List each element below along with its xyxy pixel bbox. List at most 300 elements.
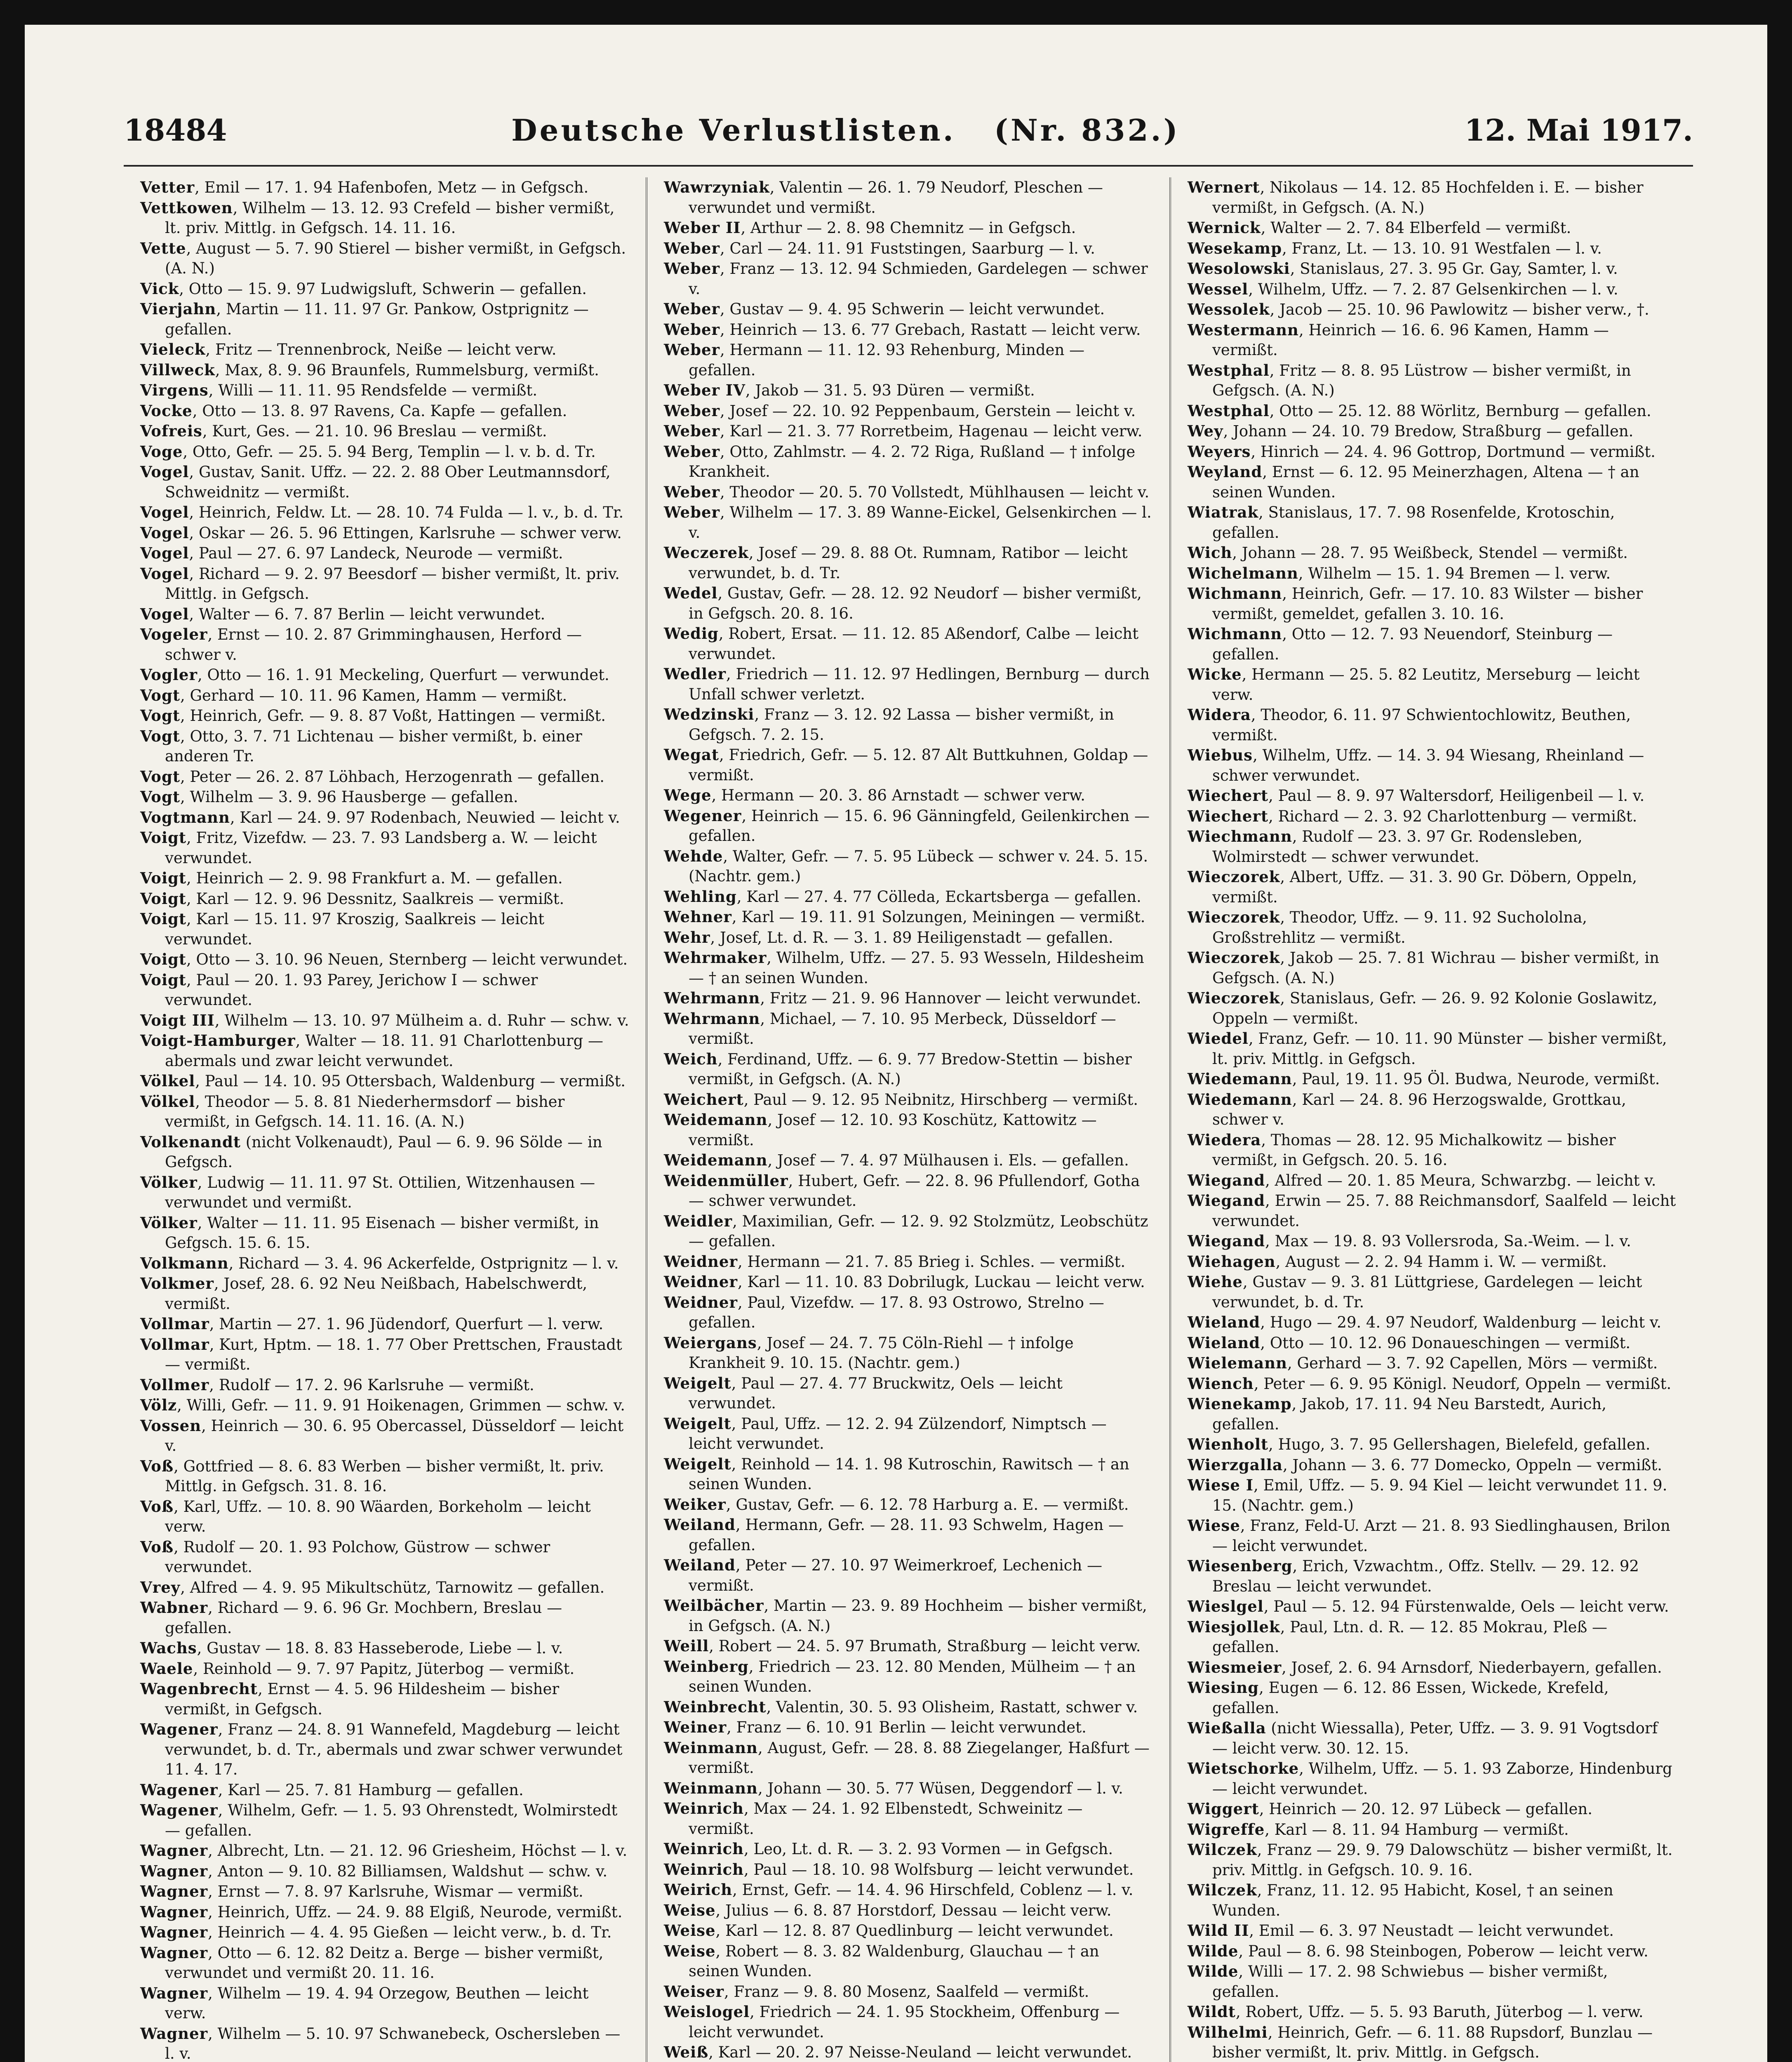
entry-text: , Walter — 2. 7. 84 Elberfeld — vermißt. <box>1261 219 1571 237</box>
entry-text: , Josef, 28. 6. 92 Neu Neißbach, Habelschwerdt, vermißt. <box>165 1275 588 1313</box>
entry-text: , Theodor, 6. 11. 97 Schwientochlowitz, Beuthen, vermißt. <box>1212 706 1631 744</box>
list-item <box>1188 1272 1677 1312</box>
entry-name: Volkmann <box>140 1254 229 1272</box>
entry-name: Wehner <box>664 908 732 926</box>
entry-name: Wagener <box>140 1720 218 1738</box>
entry-text: , Kurt, Ges. — 21. 10. 96 Breslau — vermißt. <box>202 422 547 440</box>
entry-text: , Walter — 18. 11. 91 Charlottenburg — abermals und zwar leicht verwundet. <box>165 1032 603 1070</box>
entry-name: Weill <box>664 1637 709 1655</box>
entry-text: , Alfred — 4. 9. 95 Mikultschütz, Tarnowitz — gefallen. <box>180 1578 605 1596</box>
list-item <box>664 1555 1153 1596</box>
list-item <box>664 907 1153 927</box>
entry-text: , Hugo — 29. 4. 97 Neudorf, Waldenburg — leicht v. <box>1260 1313 1662 1331</box>
list-item <box>664 1738 1153 1778</box>
entry-name: Vetter <box>140 178 195 196</box>
list-item <box>664 1252 1153 1272</box>
entry-text: , Wilhelm — 3. 9. 96 Hausberge — gefallen. <box>180 788 518 806</box>
entry-text: , Gustav, Gefr. — 6. 12. 78 Harburg a. E. — vermißt. <box>726 1495 1129 1514</box>
newspaper-page <box>25 25 1767 2062</box>
entry-name: Wildt <box>1188 2003 1236 2021</box>
entry-text: , Josef — 22. 10. 92 Peppenbaum, Gerstein — leicht v. <box>720 402 1136 420</box>
entry-name: Vette <box>140 239 186 257</box>
list-item <box>664 745 1153 785</box>
entry-text: , Richard — 9. 6. 96 Gr. Mochbern, Breslau — gefallen. <box>165 1599 562 1637</box>
entry-text: , Paul, Vizefdw. — 17. 8. 93 Ostrowo, Strelno — gefallen. <box>689 1293 1104 1331</box>
entry-text: , Jakob — 25. 7. 81 Wichrau — bisher vermißt, in Gefgsch. (A. N.) <box>1212 949 1659 987</box>
entry-text: , Stanislaus, Gefr. — 26. 9. 92 Kolonie Goslawitz, Oppeln — vermißt. <box>1212 989 1658 1027</box>
list-item <box>140 1253 629 1274</box>
issue-number: (Nr. 832.) <box>994 112 1180 148</box>
list-item <box>1188 786 1677 806</box>
list-item <box>1188 624 1677 664</box>
page-number: 18484 <box>124 112 227 148</box>
entry-name: Voigt <box>140 970 187 989</box>
entry-text: , Peter — 6. 9. 95 Königl. Neudorf, Oppeln — vermißt. <box>1253 1375 1672 1393</box>
entry-text: , Fritz — 21. 9. 96 Hannover — leicht verwundet. <box>760 989 1141 1007</box>
entry-text: , Otto — 6. 12. 82 Deitz a. Berge — bisher vermißt, verwundet und vermißt 20. 11. 16. <box>165 1944 604 1982</box>
entry-name: Wiesenberg <box>1188 1557 1293 1575</box>
list-item <box>140 889 629 909</box>
entry-name: Weidner <box>664 1273 738 1291</box>
entry-text: , Anton — 9. 10. 82 Billiamsen, Waldshut — schw. v. <box>208 1862 608 1880</box>
list-item <box>664 1636 1153 1657</box>
entry-text: , Wilhelm, Uffz. — 5. 1. 93 Zaborze, Hindenburg — leicht verwundet. <box>1212 1760 1672 1798</box>
entry-text: , Richard — 2. 3. 92 Charlottenburg — vermißt. <box>1268 807 1637 825</box>
list-item <box>140 1983 629 2024</box>
entry-text: , Hubert, Gefr. — 22. 8. 96 Pfullendorf, Gotha — schwer verwundet. <box>689 1172 1140 1210</box>
list-item <box>140 1213 629 1253</box>
entry-text: , Ernst, Gefr. — 14. 4. 96 Hirschfeld, Coblenz — l. v. <box>732 1881 1134 1899</box>
entry-name: Wilczek <box>1188 1841 1257 1859</box>
entry-name: Völkel <box>140 1092 195 1111</box>
entry-text: , Ernst — 6. 12. 95 Meinerzhagen, Altena — † an seinen Wunden. <box>1212 463 1639 501</box>
entry-text: , Theodor — 5. 8. 81 Niederhermsdorf — bisher vermißt, in Gefgsch. 14. 11. 16. (A. N.) <box>165 1092 565 1130</box>
entry-text: , Paul, Ltn. d. R. — 12. 85 Mokrau, Pleß — gefallen. <box>1212 1618 1608 1656</box>
entry-text: , Heinrich, Uffz. — 24. 9. 88 Elgiß, Neurode, vermißt. <box>208 1903 623 1921</box>
entry-text: , Leo, Lt. d. R. — 3. 2. 93 Vormen — in Gefgsch. <box>744 1840 1113 1858</box>
entry-name: Westermann <box>1188 320 1299 339</box>
entry-text: , Friedrich — 24. 1. 95 Stockheim, Offenburg — leicht verwundet. <box>689 2003 1120 2041</box>
list-item <box>140 1314 629 1335</box>
list-item <box>664 704 1153 745</box>
entry-name: Villweck <box>140 360 215 379</box>
list-item <box>1188 988 1677 1029</box>
entry-name: Wild II <box>1188 1921 1249 1940</box>
entry-name: Voß <box>140 1457 174 1475</box>
entry-text: , Maximilian, Gefr. — 12. 9. 92 Stolzmütz, Leobschütz — gefallen. <box>689 1212 1148 1250</box>
list-item <box>1188 401 1677 421</box>
list-item <box>1188 320 1677 360</box>
list-item <box>664 1090 1153 1110</box>
list-item <box>1188 1596 1677 1617</box>
entry-name: Weber <box>664 483 720 501</box>
entry-text: , Paul — 14. 10. 95 Ottersbach, Waldenburg — vermißt. <box>195 1072 626 1090</box>
entry-name: Volkenandt <box>140 1132 241 1151</box>
list-item <box>664 1373 1153 1414</box>
entry-name: Wedler <box>664 665 727 683</box>
list-item <box>140 1800 629 1841</box>
entry-text: , Wilhelm — 13. 12. 93 Crefeld — bisher vermißt, lt. priv. Mittlg. in Gefgsch. 14. 11. 16. <box>165 199 615 237</box>
entry-text: , Wilhelm — 19. 4. 94 Orzegow, Beuthen — leicht verw. <box>165 1984 589 2022</box>
entry-text: , Karl — 20. 2. 97 Neisse-Neuland — leicht verwundet. <box>708 2043 1132 2061</box>
entry-text: , Gustav, Sanit. Uffz. — 22. 2. 88 Ober Leutmannsdorf, Schweidnitz — vermißt. <box>165 463 611 501</box>
list-item <box>1188 218 1677 238</box>
entry-text: , Heinrich, Feldw. Lt. — 28. 10. 74 Fulda — l. v., b. d. Tr. <box>189 504 624 521</box>
entry-name: Wabner <box>140 1598 208 1617</box>
list-item <box>664 1697 1153 1718</box>
list-item <box>1188 299 1677 320</box>
list-item <box>140 949 629 970</box>
entry-text: , Jakob, 17. 11. 94 Neu Barstedt, Aurich, gefallen. <box>1212 1395 1606 1433</box>
entry-name: Wicke <box>1188 665 1242 683</box>
list-item <box>664 177 1153 218</box>
entry-name: Wieland <box>1188 1313 1261 1331</box>
entry-text: , Karl — 12. 8. 87 Quedlinburg — leicht verwundet. <box>715 1922 1114 1940</box>
list-item <box>140 502 629 523</box>
list-item <box>1188 907 1677 948</box>
entry-text: , Heinrich, Gefr. — 17. 10. 83 Wilster — bisher vermißt, gemeldet, gefallen 3. 10. 16. <box>1212 585 1643 623</box>
entry-name: Waele <box>140 1659 193 1678</box>
entry-name: Weilbächer <box>664 1596 764 1615</box>
entry-text: , Kurt, Hptm. — 18. 1. 77 Ober Prettschen, Fraustadt — vermißt. <box>165 1335 622 1373</box>
entry-text: , Karl — 21. 3. 77 Rorretbeim, Hagenau — leicht verw. <box>720 422 1143 440</box>
entry-text: , Reinhold — 9. 7. 97 Papitz, Jüterbog — vermißt. <box>193 1659 575 1678</box>
list-item <box>140 564 629 604</box>
entry-name: Vick <box>140 279 179 298</box>
list-item <box>664 927 1153 948</box>
entry-name: Wienholt <box>1188 1435 1269 1453</box>
entry-name: Wiesing <box>1188 1678 1259 1697</box>
entry-text: , Johann — 28. 7. 95 Weißbeck, Stendel — vermißt. <box>1232 544 1628 562</box>
list-item <box>1188 421 1677 442</box>
list-item <box>1188 1657 1677 1678</box>
entry-name: Wagner <box>140 1902 208 1921</box>
list-item <box>1188 2002 1677 2022</box>
entry-name: Weidner <box>664 1293 738 1311</box>
entry-text: , Heinrich — 20. 12. 97 Lübeck — gefallen. <box>1259 1800 1592 1818</box>
column-3 <box>1171 177 1693 2062</box>
entry-name: Wilczek <box>1188 1881 1257 1899</box>
list-item <box>664 218 1153 238</box>
entry-text: , Jakob — 31. 5. 93 Düren — vermißt. <box>745 381 1035 399</box>
list-item <box>140 238 629 279</box>
list-item <box>140 1577 629 1598</box>
list-item <box>664 948 1153 988</box>
entry-name: Vossen <box>140 1416 202 1435</box>
list-item <box>140 2024 629 2062</box>
entry-name: Weiland <box>664 1556 736 1574</box>
header-rule <box>124 165 1693 167</box>
entry-text: , Karl — 19. 11. 91 Solzungen, Meiningen — vermißt. <box>731 908 1145 926</box>
column-2 <box>647 177 1171 2062</box>
entry-text: , Willi — 17. 2. 98 Schwiebus — bisher vermißt, gefallen. <box>1212 1963 1608 2001</box>
entry-name: Wiedel <box>1188 1029 1249 1047</box>
list-item <box>1188 1353 1677 1374</box>
entry-name: Virgens <box>140 381 209 399</box>
entry-name: Widera <box>1188 706 1251 724</box>
entry-name: Vogt <box>140 788 180 806</box>
list-item <box>140 421 629 442</box>
list-item <box>140 726 629 767</box>
entry-text: , Ludwig — 11. 11. 97 St. Ottilien, Witzenhausen — verwundet und vermißt. <box>165 1173 595 1211</box>
entry-name: Vogtmann <box>140 808 230 826</box>
entry-text: , Ernst — 7. 8. 97 Karlsruhe, Wismar — vermißt. <box>208 1883 583 1900</box>
entry-name: Wagner <box>140 1984 208 2002</box>
entry-text: , Otto — 16. 1. 91 Meckeling, Querfurt — verwundet. <box>197 666 609 684</box>
entry-name: Wiese I <box>1188 1476 1254 1494</box>
list-item <box>1188 563 1677 584</box>
entry-text: (nicht Volkenaudt), Paul — 6. 9. 96 Sölde — in Gefgsch. <box>165 1133 602 1171</box>
entry-text: , Walter — 6. 7. 87 Berlin — leicht verwundet. <box>189 605 546 623</box>
entry-text: , Ernst — 4. 5. 96 Hildesheim — bisher vermißt, in Gefgsch. <box>165 1680 560 1718</box>
list-item <box>140 1273 629 1314</box>
entry-text: , Ernst — 10. 2. 87 Grimminghausen, Herford — schwer v. <box>165 626 582 664</box>
entry-text: , Karl — 25. 7. 81 Hamburg — gefallen. <box>218 1781 524 1799</box>
entry-name: Wiesjollek <box>1188 1617 1280 1636</box>
entry-name: Wegat <box>664 746 720 764</box>
entry-text: , Karl — 27. 4. 77 Cölleda, Eckartsberga — gefallen. <box>736 887 1141 906</box>
entry-text: , Hermann — 20. 3. 86 Arnstadt — schwer verw. <box>711 786 1086 804</box>
list-item <box>140 1395 629 1416</box>
entry-text: , Fritz, Vizefdw. — 23. 7. 93 Landsberg a. W. — leicht verwundet. <box>165 829 597 867</box>
list-item <box>140 299 629 339</box>
entry-text: , Wilhelm, Uffz. — 7. 2. 87 Gelsenkirchen — l. v. <box>1248 280 1618 298</box>
entry-name: Vogt <box>140 686 180 704</box>
entry-name: Weirich <box>664 1881 733 1899</box>
entry-name: Völker <box>140 1173 198 1191</box>
list-item <box>1188 1475 1677 1516</box>
entry-name: Wietschorke <box>1188 1759 1299 1777</box>
entry-text: , Max — 24. 1. 92 Elbenstedt, Schweinitz — vermißt. <box>689 1800 1083 1838</box>
entry-name: Wehde <box>664 847 723 865</box>
entry-name: Vogel <box>140 503 189 521</box>
entry-text: , Paul — 27. 6. 97 Landeck, Neurode — vermißt. <box>189 544 563 562</box>
list-item <box>140 807 629 828</box>
entry-text: , Karl — 12. 9. 96 Dessnitz, Saalkreis — vermißt. <box>186 890 564 908</box>
list-item <box>1188 279 1677 300</box>
list-item <box>1188 259 1677 279</box>
entry-text: , Theodor — 20. 5. 70 Vollstedt, Mühlhausen — leicht v. <box>720 483 1150 501</box>
list-item <box>1188 1312 1677 1333</box>
list-item <box>140 1780 629 1801</box>
list-item <box>1188 1231 1677 1252</box>
entry-name: Wiedemann <box>1188 1070 1292 1088</box>
entry-name: Wagner <box>140 1862 208 1880</box>
list-item <box>664 664 1153 704</box>
list-item <box>1188 1921 1677 1941</box>
entry-name: Wiatrak <box>1188 503 1259 521</box>
entry-text: , Franz — 29. 9. 79 Dalowschütz — bisher vermißt, lt. priv. Mittlg. in Gefgsch. 10. 9. 16. <box>1212 1841 1673 1879</box>
entry-name: Weinrich <box>664 1860 744 1878</box>
entry-name: Wichmann <box>1188 584 1282 603</box>
list-item <box>1188 1090 1677 1130</box>
entry-name: Wieczorek <box>1188 908 1280 926</box>
entry-text: , Hermann — 25. 5. 82 Leutitz, Merseburg — leicht verw. <box>1212 666 1640 704</box>
list-item <box>1188 1069 1677 1090</box>
entry-name: Vogel <box>140 523 189 542</box>
entry-name: Weinmann <box>664 1779 758 1797</box>
entry-name: Weinberg <box>664 1657 749 1676</box>
entry-name: Voigt <box>140 829 187 847</box>
list-item <box>664 806 1153 846</box>
entry-name: Wiese <box>1188 1516 1240 1535</box>
entry-text: , Hermann — 11. 12. 93 Rehenburg, Minden — gefallen. <box>689 341 1085 379</box>
entry-text: , August, Gefr. — 28. 8. 88 Ziegelanger, Haßfurt — vermißt. <box>689 1739 1150 1777</box>
list-item <box>140 279 629 299</box>
entry-text: , Heinrich — 2. 9. 98 Frankfurt a. M. — gefallen. <box>186 869 563 887</box>
entry-name: Wesolowski <box>1188 259 1290 278</box>
list-item <box>1188 1374 1677 1394</box>
page-header <box>124 99 1693 161</box>
list-item <box>140 787 629 807</box>
list-item <box>140 828 629 868</box>
entry-name: Weidemann <box>664 1151 768 1169</box>
entry-text: , Otto, Gefr. — 25. 5. 94 Berg, Templin — l. v. b. d. Tr. <box>183 443 596 461</box>
entry-text: , Rudolf — 20. 1. 93 Polchow, Güstrow — schwer verwundet. <box>165 1538 550 1576</box>
entry-text: , Albrecht, Ltn. — 21. 12. 96 Griesheim, Höchst — l. v. <box>208 1842 628 1860</box>
entry-text: , Franz — 9. 8. 80 Mosenz, Saalfeld — vermißt. <box>724 1982 1089 2001</box>
entry-text: , Carl — 24. 11. 91 Fuststingen, Saarburg — l. v. <box>720 239 1095 257</box>
entry-name: Wielemann <box>1188 1354 1288 1372</box>
list-item <box>1188 664 1677 705</box>
entry-text: , Paul, 19. 11. 95 Öl. Budwa, Neurode, vermißt. <box>1292 1070 1660 1088</box>
entry-name: Wigreffe <box>1188 1820 1265 1838</box>
list-item <box>140 339 629 360</box>
list-item <box>664 1717 1153 1738</box>
list-item <box>1188 1455 1677 1476</box>
list-item <box>140 360 629 381</box>
entry-name: Weiner <box>664 1718 727 1736</box>
entry-text: , Paul, Uffz. — 12. 2. 94 Zülzendorf, Nimptsch — leicht verwundet. <box>689 1415 1107 1452</box>
list-item <box>664 380 1153 401</box>
list-item <box>140 1881 629 1902</box>
entry-text: , Emil, Uffz. — 5. 9. 94 Kiel — leicht verwundet 11. 9. 15. (Nachtr. gem.) <box>1212 1476 1667 1514</box>
entry-text: , Franz, 11. 12. 95 Habicht, Kosel, † an seinen Wunden. <box>1212 1881 1613 1919</box>
entry-text: , Otto — 25. 12. 88 Wörlitz, Bernburg — gefallen. <box>1269 402 1651 420</box>
list-item <box>664 259 1153 299</box>
entry-text: , Hermann, Gefr. — 28. 11. 93 Schwelm, Hagen — gefallen. <box>689 1516 1124 1554</box>
entry-name: Weiland <box>664 1516 736 1534</box>
entry-name: Wiedemann <box>1188 1090 1292 1109</box>
entry-name: Wedel <box>664 584 718 602</box>
entry-text: , Paul — 20. 1. 93 Parey, Jerichow I — schwer verwundet. <box>165 971 538 1009</box>
list-item <box>1188 1678 1677 1718</box>
list-item <box>664 1982 1153 2002</box>
entry-text: , Robert — 8. 3. 82 Waldenburg, Glauchau — † an seinen Wunden. <box>689 1942 1099 1980</box>
entry-text: , Heinrich — 16. 6. 96 Kamen, Hamm — vermißt. <box>1212 321 1609 359</box>
entry-text: , Willi — 11. 11. 95 Rendsfelde — vermißt. <box>208 381 538 399</box>
list-item <box>140 442 629 462</box>
entry-name: Weiergans <box>664 1333 757 1352</box>
entry-name: Wiechert <box>1188 786 1269 805</box>
entry-name: Wiegand <box>1188 1191 1265 1210</box>
entry-text: , Robert, Ersat. — 11. 12. 85 Aßendorf, Calbe — leicht verwundet. <box>689 625 1139 663</box>
entry-name: Weber <box>664 341 720 359</box>
entry-name: Weigelt <box>664 1455 731 1473</box>
entry-name: Wedzinski <box>664 705 755 723</box>
entry-name: Weber II <box>664 219 741 237</box>
entry-name: Weigelt <box>664 1374 731 1392</box>
entry-name: Wiehagen <box>1188 1252 1276 1271</box>
entry-name: Vogel <box>140 463 189 481</box>
list-item <box>664 624 1153 664</box>
list-item <box>664 238 1153 259</box>
entry-text: , August — 2. 2. 94 Hamm i. W. — vermißt. <box>1275 1252 1607 1271</box>
entry-name: Weber <box>664 442 720 461</box>
list-item <box>140 767 629 787</box>
entry-name: Wagner <box>140 1923 208 1941</box>
entry-text: , Erich, Vzwachtm., Offz. Stellv. — 29. 12. 92 Breslau — leicht verwundet. <box>1212 1557 1639 1595</box>
entry-name: Voigt <box>140 869 187 887</box>
publication-title: Deutsche Verlustlisten. <box>511 112 956 148</box>
list-item <box>1188 1961 1677 2002</box>
entry-name: Wiedera <box>1188 1130 1261 1149</box>
entry-name: Wießalla <box>1188 1719 1266 1737</box>
entry-text: , Josef — 12. 10. 93 Koschütz, Kattowitz — vermißt. <box>689 1111 1097 1149</box>
entry-name: Wiehe <box>1188 1273 1243 1291</box>
entry-name: Weinrich <box>664 1799 744 1817</box>
entry-text: , Josef — 29. 8. 88 Ot. Rumnam, Ratibor — leicht verwundet, b. d. Tr. <box>689 544 1128 582</box>
entry-text: , Alfred — 20. 1. 85 Meura, Schwarzbg. — leicht v. <box>1265 1171 1656 1189</box>
entry-name: Weinbrecht <box>664 1697 767 1716</box>
entry-text: , Josef, 2. 6. 94 Arnsdorf, Niederbayern, gefallen. <box>1282 1658 1662 1676</box>
columns <box>124 177 1693 2062</box>
entry-name: Wessel <box>1188 280 1249 298</box>
list-item <box>664 1292 1153 1333</box>
entry-text: , Thomas — 28. 12. 95 Michalkowitz — bisher vermißt, in Gefgsch. 20. 5. 16. <box>1212 1131 1616 1169</box>
entry-text: , Paul — 8. 6. 98 Steinbogen, Poberow — leicht verw. <box>1238 1942 1649 1960</box>
entry-text: , Walter — 11. 11. 95 Eisenach — bisher vermißt, in Gefgsch. 15. 6. 15. <box>165 1214 599 1252</box>
entry-text: , Paul — 8. 9. 97 Waltersdorf, Heiligenbeil — l. v. <box>1268 787 1645 805</box>
entry-text: , Martin — 27. 1. 96 Jüdendorf, Querfurt — l. verw. <box>209 1315 604 1333</box>
entry-name: Weber <box>664 259 720 278</box>
entry-name: Vogler <box>140 666 198 684</box>
entry-name: Vollmar <box>140 1315 209 1333</box>
list-item <box>664 1657 1153 1697</box>
entry-text: , Stanislaus, 27. 3. 95 Gr. Gay, Samter, l. v. <box>1290 260 1618 278</box>
entry-name: Wichelmann <box>1188 564 1298 582</box>
entry-text: , Otto — 3. 10. 96 Neuen, Sternberg — leicht verwundet. <box>186 951 628 968</box>
entry-name: Weidner <box>664 1252 738 1271</box>
list-item <box>664 1171 1153 1211</box>
list-item <box>1188 1333 1677 1353</box>
entry-text: , Paul — 18. 10. 98 Wolfsburg — leicht verwundet. <box>744 1860 1134 1878</box>
list-item <box>664 1839 1153 1860</box>
entry-text: , Hugo, 3. 7. 95 Gellershagen, Bielefeld, gefallen. <box>1268 1436 1651 1453</box>
entry-name: Wiebus <box>1188 746 1253 764</box>
entry-text: , Valentin — 26. 1. 79 Neudorf, Pleschen — verwundet und vermißt. <box>689 179 1103 217</box>
entry-name: Wachs <box>140 1639 197 1657</box>
entry-name: Weidemann <box>664 1111 768 1129</box>
entry-text: , Heinrich — 13. 6. 77 Grebach, Rastatt — leicht verw. <box>720 320 1141 339</box>
entry-text: , Johann — 24. 10. 79 Bredow, Straßburg — gefallen. <box>1223 422 1634 440</box>
entry-text: , Otto, 3. 7. 71 Lichtenau — bisher vermißt, b. einer anderen Tr. <box>165 727 582 765</box>
list-item <box>140 868 629 889</box>
list-item <box>1188 867 1677 907</box>
list-item <box>140 1497 629 1537</box>
entry-name: Vocke <box>140 401 193 420</box>
entry-text: , Richard — 3. 4. 96 Ackerfelde, Ostprignitz — l. v. <box>228 1254 619 1272</box>
entry-name: Wieland <box>1188 1333 1261 1352</box>
entry-text: , Hinrich — 24. 4. 96 Gottrop, Dortmund — vermißt. <box>1251 443 1656 461</box>
entry-name: Vogt <box>140 706 180 725</box>
list-item <box>1188 1170 1677 1191</box>
entry-name: Weiser <box>664 1982 724 2001</box>
entry-text: , Albert, Uffz. — 31. 3. 90 Gr. Döbern, Oppeln, vermißt. <box>1212 868 1637 906</box>
entry-text: , Otto — 12. 7. 93 Neuendorf, Steinburg — gefallen. <box>1212 625 1613 663</box>
entry-text: (nicht Wiessalla), Peter, Uffz. — 3. 9. 91 Vogtsdorf — leicht verw. 30. 12. 15. <box>1212 1719 1658 1757</box>
entry-name: Vollmer <box>140 1375 209 1394</box>
